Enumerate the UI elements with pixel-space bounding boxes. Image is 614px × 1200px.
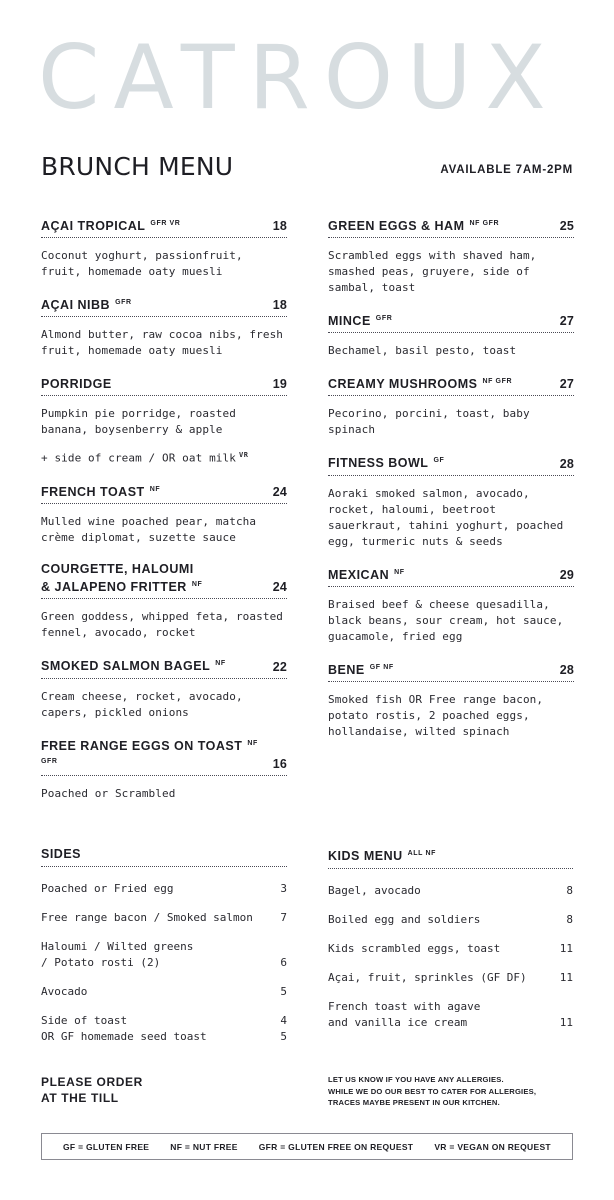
item-tags: NF GFR [41,739,258,765]
item-description: Aoraki smoked salmon, avocado, rocket, haloumi, beetroot sauerkraut, tahini yoghurt, poached egg, turmeric nuts & seeds [328,486,564,548]
item-tags: GFR VR [150,220,181,227]
side-item [41,984,287,1000]
item-description: Bechamel, basil pesto, toast [328,344,517,358]
menu-item [328,453,574,549]
item-tags: GFR [115,299,132,307]
kids-price: 8 [566,913,573,927]
side-label: Poached or Fried egg [41,882,174,895]
side-label: OR GF homemade seed toast [41,1030,207,1043]
legend-gf: GF = GLUTEN FREE [63,1141,150,1152]
item-description: Scrambled eggs with shaved ham, smashed peas, gruyere, side of sambal, toast [328,249,537,295]
item-name: CREAMY MUSHROOMS [328,377,478,392]
kids-item [328,883,573,899]
item-tags: NF GFR [482,378,513,386]
item-name: AÇAI NIBB [41,298,111,313]
side-item [41,910,287,926]
item-tags: NF GFR [469,220,500,227]
menu-item [328,216,574,296]
item-price: 18 [272,298,287,313]
item-name: FITNESS BOWL [328,456,429,471]
item-description: Smoked fish OR Free range bacon, potato rostis, 2 poached eggs, hollandaise, wilted spinach [328,692,544,738]
item-price: 19 [272,377,287,392]
item-tags: GF NF [369,663,394,671]
kids-price: 8 [566,884,573,898]
kids-label: Boiled egg and soldiers [328,913,481,927]
item-name: COURGETTE, HALOUMI & JALAPENO FRITTER [41,562,194,595]
sides-title: SIDES [41,846,287,867]
side-price: 7 [280,911,287,924]
menu-item [41,561,287,641]
item-price: 27 [559,377,574,392]
item-extra-option: + side of cream / OR oat milk $^{VR}$ [41,451,249,466]
item-name: SMOKED SALMON BAGEL [41,659,211,674]
side-item [41,881,287,897]
menu-column-right [328,216,574,755]
item-name: MINCE [328,314,371,329]
menu-item [41,216,287,280]
item-price: 22 [272,659,287,674]
item-description: Cream cheese, rocket, avocado, capers, pickled onions [41,689,243,719]
item-name: GREEN EGGS & HAM [328,219,465,234]
menu-item [328,565,574,645]
kids-price: 11 [559,1016,573,1030]
page-title: BRUNCH MENU [41,152,234,181]
side-price: 5 [280,985,287,998]
menu-item [41,482,287,546]
brand-logo: CATROUX [38,26,560,129]
side-label: Free range bacon / Smoked salmon [41,911,253,924]
item-price: 28 [559,456,574,471]
menu-column-left [41,216,287,817]
item-extra-tags: VR [238,451,249,460]
item-price: 25 [559,219,574,234]
kids-title: KIDS MENU [328,849,403,864]
kids-item [328,999,573,1031]
item-name: PORRIDGE [41,377,112,392]
item-description: Coconut yoghurt, passionfruit, fruit, homemade oaty muesli [41,249,243,279]
menu-item [328,374,574,438]
item-tags: NF [215,660,226,668]
menu-item [41,736,287,802]
kids-label: Açai, fruit, sprinkles (GF DF) [328,971,527,985]
item-price: 16 [272,756,287,771]
item-name: FREE RANGE EGGS ON TOAST [41,738,243,753]
sides-section [41,846,287,1058]
allergy-note: LET US KNOW IF YOU HAVE ANY ALLERGIES. WHILE WE DO OUR BEST TO CATER FOR ALLERGIES, TRACES MAYBE PRESENT IN OUR KITCHEN. [328,1075,537,1107]
item-tags: NF [149,486,161,494]
kids-label: Kids scrambled eggs, toast [328,942,501,956]
item-description: Mulled wine poached pear, matcha crème diplomat, suzette sauce [41,515,257,545]
side-label: Haloumi / Wilted greens / Potato rosti (2) [41,940,194,969]
legend-nf: NF = NUT FREE [170,1141,238,1152]
kids-price: 11 [559,971,573,985]
item-tags: GFR [375,315,393,323]
side-item [41,1013,287,1029]
kids-label: Bagel, avocado [328,884,421,898]
item-description: Poached or Scrambled [41,786,176,800]
availability-hours: AVAILABLE 7AM-2PM [440,164,573,176]
menu-item [328,660,574,740]
side-price: 5 [280,1030,287,1043]
side-price: 6 [280,956,287,969]
kids-price: 11 [559,942,573,956]
item-name: BENE [328,662,365,677]
side-label: Avocado [41,985,88,998]
kids-tags: ALL NF [407,850,437,857]
menu-item [41,374,287,467]
item-description: Pumpkin pie porridge, roasted banana, boysenberry & apple [41,407,236,437]
kids-item [328,970,573,986]
item-price: 29 [559,567,574,582]
side-label: Side of toast [41,1014,128,1027]
side-item [41,1029,287,1045]
menu-item [41,656,287,720]
item-price: 27 [559,314,574,329]
item-name: AÇAI TROPICAL [41,219,146,234]
legend-vr: VR = VEGAN ON REQUEST [434,1141,551,1152]
item-description: Green goddess, whipped feta, roasted fennel, avocado, rocket [41,610,284,640]
item-description: Pecorino, porcini, toast, baby spinach [328,407,530,437]
side-item [41,939,287,971]
item-price: 28 [559,662,574,677]
item-name: MEXICAN [328,567,390,582]
menu-item [41,295,287,359]
kids-item [328,912,573,928]
item-tags: NF [394,568,405,576]
legend-gfr: GFR = GLUTEN FREE ON REQUEST [258,1141,414,1152]
item-tags: GF [433,457,445,465]
item-name: FRENCH TOAST [41,485,145,500]
kids-menu-section [328,846,573,1044]
item-price: 24 [272,580,287,595]
item-price: 18 [272,219,287,234]
side-price: 3 [280,882,287,895]
item-tags: NF [191,581,203,589]
menu-item [328,311,574,359]
kids-label: French toast with agave and vanilla ice cream [328,1000,481,1030]
item-description: Almond butter, raw cocoa nibs, fresh fruit, homemade oaty muesli [41,328,284,358]
item-price: 24 [272,485,287,500]
order-note: PLEASE ORDER AT THE TILL [41,1075,143,1105]
side-price: 4 [280,1014,287,1027]
dietary-legend [41,1133,573,1160]
kids-item [328,941,573,957]
item-description: Braised beef & cheese quesadilla, black beans, sour cream, hot sauce, guacamole, fried egg [328,597,564,643]
